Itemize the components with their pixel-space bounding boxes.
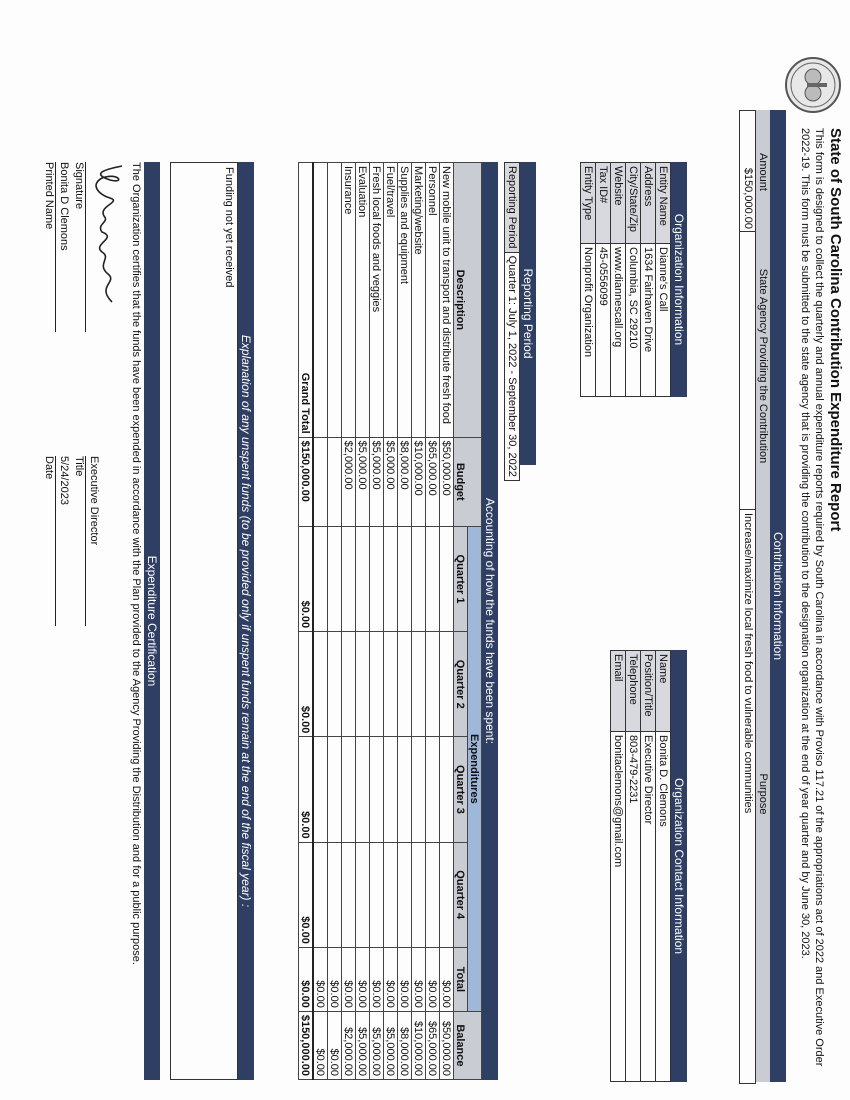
row-balance: $10,000.00 <box>412 1011 426 1079</box>
row-total: $0.00 <box>384 947 398 1011</box>
row-total: $0.00 <box>342 947 356 1011</box>
col-total: Total <box>454 947 468 1011</box>
printed-name-label: Printed Name <box>43 162 55 230</box>
table-row <box>426 163 440 1080</box>
contact-field-value: Executive Director <box>641 732 656 1082</box>
grand-total-balance: $150,000.00 <box>299 1011 314 1079</box>
row-description: Personnel <box>426 163 440 438</box>
row-budget: $2,000.00 <box>342 437 356 526</box>
org-field-label: Entity Name <box>656 163 671 244</box>
table-row <box>328 163 342 1080</box>
table-row <box>384 163 398 1080</box>
org-row <box>626 163 641 397</box>
table-row <box>313 163 328 1080</box>
row-budget: $8,000.00 <box>398 437 412 526</box>
row-total: $0.00 <box>313 947 328 1011</box>
row-q1 <box>328 526 342 631</box>
org-field-label: Entity Type <box>581 163 596 244</box>
grand-total-q2: $0.00 <box>299 632 314 737</box>
date-label: Date <box>43 456 55 480</box>
row-description <box>313 163 328 438</box>
row-description: New mobile unit to transport and distribute fresh food <box>440 163 454 438</box>
row-q4 <box>398 842 412 947</box>
org-field-label: Address <box>641 163 656 244</box>
org-row <box>611 163 626 397</box>
col-description: Description <box>454 163 482 438</box>
state-seal-icon <box>785 57 841 113</box>
printed-name-value: Bonita D Clemons <box>58 162 70 251</box>
grand-total-q4: $0.00 <box>299 842 314 947</box>
signature-line <box>85 162 86 332</box>
row-q3 <box>384 737 398 842</box>
row-description: Fresh local foods and veggies <box>370 163 384 438</box>
row-q2 <box>398 632 412 737</box>
accounting-table <box>298 162 482 1080</box>
row-balance: $5,000.00 <box>356 1011 370 1079</box>
purpose-label: Purpose <box>757 773 769 815</box>
org-field-value: Dianne's Call <box>656 244 671 397</box>
row-q4 <box>356 842 370 947</box>
org-row <box>596 163 611 397</box>
reporting-period-table <box>504 162 520 481</box>
row-balance: $5,000.00 <box>370 1011 384 1079</box>
row-q2 <box>384 632 398 737</box>
accounting-header: Accounting of how the funds have been spent: <box>482 162 498 1080</box>
col-expenditures: Expenditures <box>468 526 482 1011</box>
row-description: Marketing/website <box>412 163 426 438</box>
org-field-value: www.diannescall.org <box>611 244 626 397</box>
contact-field-value: 803-479-2231 <box>626 732 641 1082</box>
row-total: $0.00 <box>440 947 454 1011</box>
row-q1 <box>384 526 398 631</box>
report-title: State of South Carolina Contribution Expenditure Report <box>827 128 844 532</box>
row-budget: $65,000.00 <box>426 437 440 526</box>
row-q2 <box>370 632 384 737</box>
contact-field-label: Telephone <box>626 651 641 732</box>
org-field-label: Website <box>611 163 626 244</box>
row-q3 <box>356 737 370 842</box>
table-row <box>398 163 412 1080</box>
amount-label: Amount <box>757 153 769 191</box>
row-budget <box>328 437 342 526</box>
org-field-value: 45-0556099 <box>596 244 611 397</box>
row-q1 <box>412 526 426 631</box>
grand-total-label: Grand Total <box>299 163 314 438</box>
row-q3 <box>328 737 342 842</box>
row-q1 <box>356 526 370 631</box>
amount-value: $150,000.00 <box>742 167 754 229</box>
row-q3 <box>398 737 412 842</box>
col-q2: Quarter 2 <box>454 632 468 737</box>
organization-table <box>580 162 671 397</box>
title-label: Title <box>73 456 85 477</box>
row-budget: $50,000.00 <box>440 437 454 526</box>
contact-field-label: Email <box>611 651 626 732</box>
organization-header: Organization Information <box>671 162 687 397</box>
col-budget: Budget <box>454 437 482 526</box>
col-q4: Quarter 4 <box>454 842 468 947</box>
row-q2 <box>313 632 328 737</box>
row-description: Evaluation <box>356 163 370 438</box>
row-balance: $50,000.00 <box>440 1011 454 1079</box>
org-field-value: Nonprofit Organization <box>581 244 596 397</box>
date-value: 5/24/2023 <box>58 456 70 505</box>
row-q4 <box>440 842 454 947</box>
certification-statement: The Organization certifies that the funds have been expended in accordance with the Plan provided to the Agency Providing the Distribution and for a public purpose. <box>130 162 142 965</box>
row-q3 <box>342 737 356 842</box>
org-field-label: Tax ID# <box>596 163 611 244</box>
table-row <box>412 163 426 1080</box>
row-q3 <box>440 737 454 842</box>
contact-field-label: Position/Title <box>641 651 656 732</box>
row-total: $0.00 <box>398 947 412 1011</box>
row-q4 <box>313 842 328 947</box>
row-total: $0.00 <box>370 947 384 1011</box>
row-budget: $10,000.00 <box>412 437 426 526</box>
org-row <box>641 163 656 397</box>
grand-total-budget: $150,000.00 <box>299 437 314 526</box>
org-field-value: 1634 Fairhaven Drive <box>641 244 656 397</box>
col-balance: Balance <box>454 1011 482 1079</box>
unspent-text: Funding not yet received <box>223 167 235 288</box>
row-q1 <box>342 526 356 631</box>
row-q4 <box>384 842 398 947</box>
grand-total-q1: $0.00 <box>299 526 314 631</box>
row-q4 <box>426 842 440 947</box>
signature-label: Signature <box>73 162 85 210</box>
contribution-values <box>739 110 756 1084</box>
row-q1 <box>370 526 384 631</box>
table-row <box>342 163 356 1080</box>
contribution-subheader <box>756 110 770 1082</box>
row-balance: $65,000.00 <box>426 1011 440 1079</box>
title-value: Executive Director <box>88 456 100 546</box>
col-q3: Quarter 3 <box>454 737 468 842</box>
reporting-period-label: Reporting Period <box>505 163 520 253</box>
row-q4 <box>328 842 342 947</box>
row-q1 <box>313 526 328 631</box>
row-balance: $2,000.00 <box>342 1011 356 1079</box>
purpose-value: Increase/maximize local fresh food to vulnerable communities <box>742 513 754 814</box>
row-total: $0.00 <box>328 947 342 1011</box>
row-q3 <box>412 737 426 842</box>
row-balance: $0.00 <box>328 1011 342 1079</box>
row-budget: $5,000.00 <box>384 437 398 526</box>
row-description <box>328 163 342 438</box>
col-q1: Quarter 1 <box>454 526 468 631</box>
reporting-period-value: Quarter 1: July 1, 2022 - September 30, 2022 <box>505 252 520 480</box>
row-total: $0.00 <box>356 947 370 1011</box>
contact-row <box>611 651 626 1082</box>
row-total: $0.00 <box>412 947 426 1011</box>
table-row <box>440 163 454 1080</box>
row-q3 <box>426 737 440 842</box>
row-balance: $8,000.00 <box>398 1011 412 1079</box>
contact-field-label: Name <box>656 651 671 732</box>
row-balance: $5,000.00 <box>384 1011 398 1079</box>
reporting-period-header: Reporting Period <box>520 162 536 465</box>
row-description: Insurance <box>342 163 356 438</box>
row-q2 <box>440 632 454 737</box>
row-total: $0.00 <box>426 947 440 1011</box>
contact-row <box>641 651 656 1082</box>
grand-total-row <box>299 163 314 1080</box>
org-row <box>656 163 671 397</box>
row-q3 <box>370 737 384 842</box>
table-row <box>356 163 370 1080</box>
row-balance: $0.00 <box>313 1011 328 1079</box>
report-intro: This form is designed to collect the quarterly and annual expenditure reports required by South Carolina in accordance with Proviso 117.21 of the appropriations act of 2022 and Executive Order 2022-19. This form must be submitted to the state agency that is providing the contribution to the designation organization at the end of year quarter and by June 30, 2023. <box>799 128 825 1067</box>
contact-field-value: Bonita D. Clemons <box>656 732 671 1082</box>
row-q2 <box>342 632 356 737</box>
row-budget: $5,000.00 <box>356 437 370 526</box>
contact-header: Organization Contact Information <box>671 650 687 1082</box>
contact-row <box>656 651 671 1082</box>
contact-table <box>610 650 671 1082</box>
row-q3 <box>313 737 328 842</box>
grand-total-q3: $0.00 <box>299 737 314 842</box>
row-q4 <box>342 842 356 947</box>
table-row <box>370 163 384 1080</box>
signature-image <box>86 162 132 312</box>
grand-total-total: $0.00 <box>299 947 314 1011</box>
row-q2 <box>412 632 426 737</box>
certification-header: Expenditure Certification <box>144 162 160 1080</box>
org-row <box>581 163 596 397</box>
row-q2 <box>328 632 342 737</box>
row-q4 <box>370 842 384 947</box>
date-line <box>55 456 56 626</box>
row-budget: $5,000.00 <box>370 437 384 526</box>
agency-label: State Agency Providing the Contribution <box>757 268 769 464</box>
row-q4 <box>412 842 426 947</box>
org-field-value: Columbia, SC 29210 <box>626 244 641 397</box>
org-field-label: City/State/Zip <box>626 163 641 244</box>
row-q1 <box>398 526 412 631</box>
unspent-box <box>170 162 238 1080</box>
row-budget <box>313 437 328 526</box>
row-description: Supplies and equipment <box>398 163 412 438</box>
row-q2 <box>426 632 440 737</box>
printed-name-line <box>55 162 56 332</box>
unspent-header: Explanation of any unspent funds (to be provided only if unspent funds remain at the end of the fiscal year) : <box>238 162 254 1080</box>
title-line <box>85 456 86 626</box>
contribution-header: Contribution Information <box>770 110 786 1082</box>
row-q1 <box>426 526 440 631</box>
row-description: Fuel/travel <box>384 163 398 438</box>
contact-field-value: bonitaclemons@gmail.com <box>611 732 626 1082</box>
row-q1 <box>440 526 454 631</box>
contact-row <box>626 651 641 1082</box>
row-q2 <box>356 632 370 737</box>
